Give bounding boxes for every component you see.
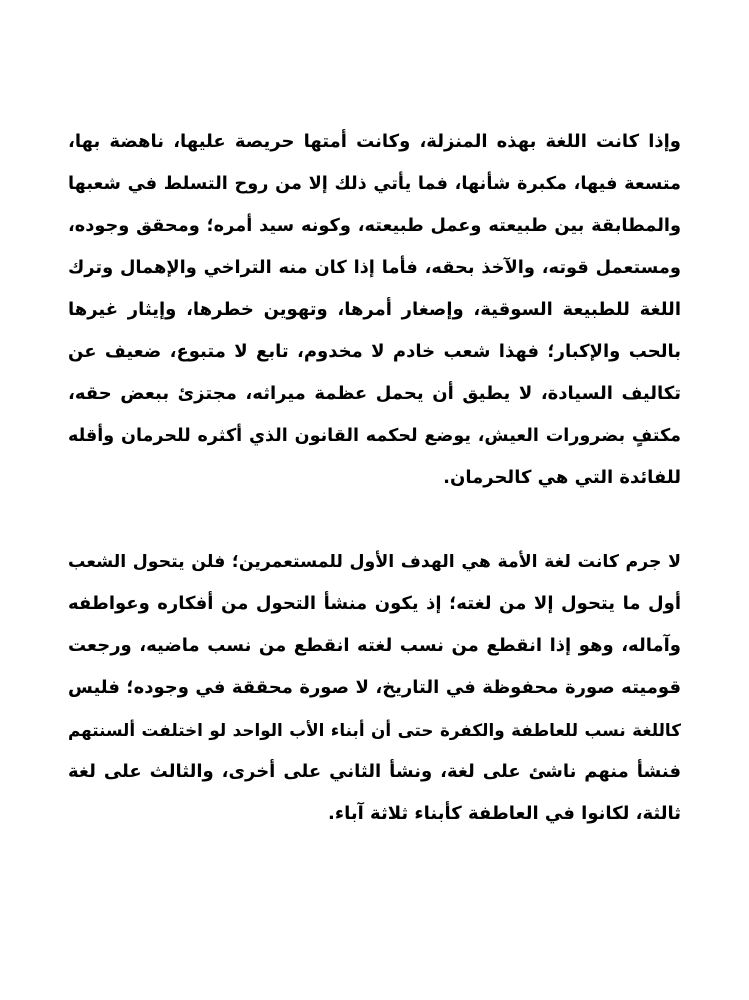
text-line: متسعة فيها، مكبرة شأنها، فما يأتي ذلك إلا من روح التسلط في شعبها bbox=[68, 174, 681, 194]
paragraph-2 bbox=[68, 542, 681, 836]
text-line: وآماله، وهو إذا انقطع من نسب لغته انقطع من نسب ماضيه، ورجعت bbox=[68, 635, 681, 656]
text-line: بالحب والإكبار؛ فهذا شعب خادم لا مخدوم، تابع لا متبوع، ضعيف عن bbox=[68, 341, 681, 362]
text-line: لا جرم كانت لغة الأمة هي الهدف الأول للمستعمرين؛ فلن يتحول الشعب bbox=[68, 552, 681, 572]
text-line: مكتفٍ بضرورات العيش، يوضع لحكمه القانون الذي أكثره للحرمان وأقله bbox=[68, 426, 681, 446]
text-line: تكاليف السيادة، لا يطيق أن يحمل عظمة ميراثه، مجتزئ ببعض حقه، bbox=[68, 383, 681, 404]
text-line: قوميته صورة محفوظة في التاريخ، لا صورة محققة في وجوده؛ فليس bbox=[68, 677, 681, 698]
text-line: ومستعمل قوته، والآخذ بحقه، فأما إذا كان منه التراخي والإهمال وترك bbox=[68, 257, 681, 278]
text-line: وإذا كانت اللغة بهذه المنزلة، وكانت أمتها حريصة عليها، ناهضة بها، bbox=[68, 131, 681, 152]
text-line: للفائدة التي هي كالحرمان. bbox=[443, 467, 681, 488]
text-line: فنشأ منهم ناشئ على لغة، ونشأ الثاني على أخرى، والثالث على لغة bbox=[68, 761, 681, 782]
text-line: اللغة للطبيعة السوقية، وإصغار أمرها، وتهوين خطرها، وإيثار غيرها bbox=[68, 299, 681, 320]
paragraph-1 bbox=[68, 122, 681, 500]
text-line: كاللغة نسب للعاطفة والكفرة حتى أن أبناء الأب الواحد لو اختلفت ألسنتهم bbox=[68, 720, 681, 740]
text-line: ثالثة، لكانوا في العاطفة كأبناء ثلاثة آباء. bbox=[328, 803, 681, 824]
text-line: أول ما يتحول إلا من لغته؛ إذ يكون منشأ التحول من أفكاره وعواطفه bbox=[68, 593, 681, 614]
document-body bbox=[68, 122, 681, 836]
text-line: والمطابقة بين طبيعته وعمل طبيعته، وكونه سيد أمره؛ ومحقق وجوده، bbox=[68, 216, 681, 236]
